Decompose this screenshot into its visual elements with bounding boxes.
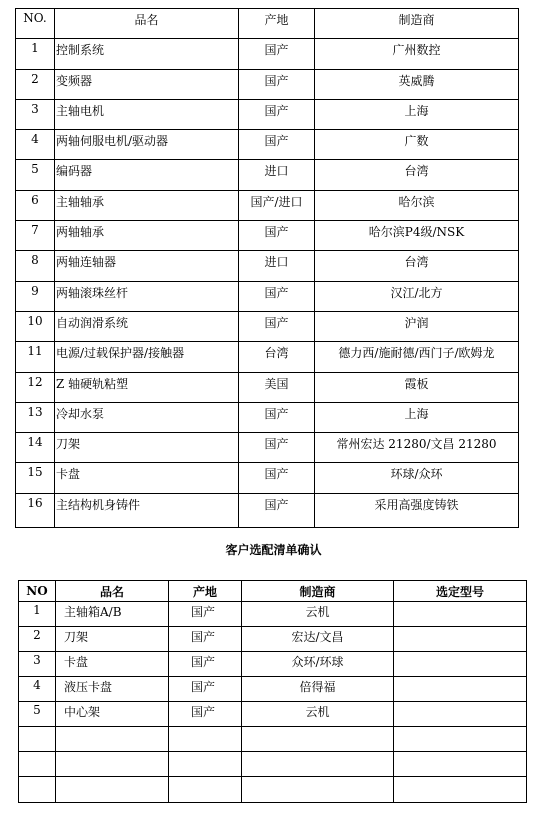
- cell-no: [19, 777, 56, 803]
- cell-origin: 进口: [239, 160, 315, 190]
- header-maker: 制造商: [315, 9, 519, 39]
- cell-name: 冷却水泵: [55, 402, 239, 432]
- cell-maker: 云机: [242, 702, 394, 727]
- cell-maker: 常州宏达 21280/文昌 21280: [315, 433, 519, 463]
- header-no: NO.: [16, 9, 55, 39]
- table-row: [16, 342, 519, 372]
- cell-selected[interactable]: [394, 677, 527, 702]
- cell-origin: 国产: [169, 602, 242, 627]
- cell-no: 11: [16, 342, 55, 372]
- cell-maker: 德力西/施耐德/西门子/欧姆龙: [315, 342, 519, 372]
- header-origin: 产地: [169, 581, 242, 602]
- cell-maker: 云机: [242, 602, 394, 627]
- cell-maker: [242, 777, 394, 803]
- cell-selected[interactable]: [394, 702, 527, 727]
- cell-no: 10: [16, 311, 55, 341]
- cell-name: 两轴轴承: [55, 221, 239, 251]
- cell-origin: [169, 752, 242, 777]
- cell-origin: 国产: [169, 677, 242, 702]
- cell-no: 7: [16, 221, 55, 251]
- component-spec-table: [15, 8, 519, 528]
- table-row: [19, 727, 527, 752]
- cell-name: 刀架: [56, 627, 169, 652]
- table-row: [16, 463, 519, 493]
- cell-name: 两轴滚珠丝杆: [55, 281, 239, 311]
- table-row: [16, 493, 519, 527]
- cell-origin: [169, 777, 242, 803]
- cell-origin: 进口: [239, 251, 315, 281]
- cell-name: 两轴伺服电机/驱动器: [55, 130, 239, 160]
- cell-origin: [169, 727, 242, 752]
- cell-maker: 霞板: [315, 372, 519, 402]
- table-row: [16, 160, 519, 190]
- cell-selected[interactable]: [394, 602, 527, 627]
- cell-name: 控制系统: [55, 39, 239, 69]
- cell-origin: 美国: [239, 372, 315, 402]
- table-row: [19, 602, 527, 627]
- cell-selected[interactable]: [394, 777, 527, 803]
- cell-selected[interactable]: [394, 627, 527, 652]
- cell-no: 4: [16, 130, 55, 160]
- cell-origin: 国产: [239, 130, 315, 160]
- cell-selected[interactable]: [394, 752, 527, 777]
- table-row: [16, 433, 519, 463]
- header-name: 品名: [55, 9, 239, 39]
- cell-maker: 英威腾: [315, 69, 519, 99]
- table-row: [19, 677, 527, 702]
- cell-name: 主轴箱A/B: [56, 602, 169, 627]
- cell-origin: 台湾: [239, 342, 315, 372]
- cell-maker: 台湾: [315, 160, 519, 190]
- cell-maker: 上海: [315, 99, 519, 129]
- cell-no: [19, 752, 56, 777]
- cell-maker: 众环/环球: [242, 652, 394, 677]
- cell-maker: 广州数控: [315, 39, 519, 69]
- cell-origin: 国产: [169, 652, 242, 677]
- cell-origin: 国产: [239, 39, 315, 69]
- section-title: 客户选配清单确认: [225, 543, 322, 557]
- table-row: [16, 372, 519, 402]
- cell-maker: 环球/众环: [315, 463, 519, 493]
- table-row: [16, 69, 519, 99]
- header-origin: 产地: [239, 9, 315, 39]
- table-row: [16, 281, 519, 311]
- cell-origin: 国产: [239, 99, 315, 129]
- cell-no: 14: [16, 433, 55, 463]
- cell-maker: 上海: [315, 402, 519, 432]
- cell-name: [56, 727, 169, 752]
- cell-name: Z 轴硬轨粘塑: [55, 372, 239, 402]
- cell-no: 13: [16, 402, 55, 432]
- cell-no: 16: [16, 493, 55, 527]
- header-no: NO: [19, 581, 56, 602]
- cell-name: 电源/过载保护器/接触器: [55, 342, 239, 372]
- cell-no: 12: [16, 372, 55, 402]
- table-row: [16, 251, 519, 281]
- cell-maker: 哈尔滨P4级/NSK: [315, 221, 519, 251]
- cell-maker: 台湾: [315, 251, 519, 281]
- table-header-row: [19, 581, 527, 602]
- cell-name: [56, 752, 169, 777]
- table-row: [16, 190, 519, 220]
- cell-no: 5: [19, 702, 56, 727]
- cell-name: 中心架: [56, 702, 169, 727]
- cell-name: 主结构机身铸件: [55, 493, 239, 527]
- table-header-row: [16, 9, 519, 39]
- header-selected-model: 选定型号: [394, 581, 527, 602]
- cell-no: [19, 727, 56, 752]
- cell-name: 刀架: [55, 433, 239, 463]
- table-row: [16, 402, 519, 432]
- table-row: [19, 777, 527, 803]
- table-row: [19, 702, 527, 727]
- header-maker: 制造商: [242, 581, 394, 602]
- customer-options-table: [18, 580, 527, 803]
- cell-no: 8: [16, 251, 55, 281]
- cell-name: 编码器: [55, 160, 239, 190]
- cell-origin: 国产/进口: [239, 190, 315, 220]
- cell-no: 5: [16, 160, 55, 190]
- cell-origin: 国产: [239, 402, 315, 432]
- cell-name: 液压卡盘: [56, 677, 169, 702]
- cell-origin: 国产: [239, 281, 315, 311]
- cell-maker: [242, 752, 394, 777]
- cell-selected[interactable]: [394, 652, 527, 677]
- cell-no: 1: [16, 39, 55, 69]
- cell-origin: 国产: [239, 311, 315, 341]
- cell-maker: 采用高强度铸铁: [315, 493, 519, 527]
- cell-no: 15: [16, 463, 55, 493]
- cell-name: 卡盘: [56, 652, 169, 677]
- cell-selected[interactable]: [394, 727, 527, 752]
- cell-no: 9: [16, 281, 55, 311]
- cell-no: 6: [16, 190, 55, 220]
- table-row: [19, 752, 527, 777]
- cell-maker: [242, 727, 394, 752]
- cell-no: 4: [19, 677, 56, 702]
- table-row: [16, 130, 519, 160]
- cell-maker: 宏达/文昌: [242, 627, 394, 652]
- cell-maker: 广数: [315, 130, 519, 160]
- cell-name: [56, 777, 169, 803]
- cell-name: 自动润滑系统: [55, 311, 239, 341]
- cell-maker: 沪润: [315, 311, 519, 341]
- table-row: [16, 221, 519, 251]
- table-row: [16, 39, 519, 69]
- cell-origin: 国产: [239, 493, 315, 527]
- cell-maker: 汉江/北方: [315, 281, 519, 311]
- cell-no: 3: [19, 652, 56, 677]
- cell-name: 主轴轴承: [55, 190, 239, 220]
- cell-maker: 倍得福: [242, 677, 394, 702]
- cell-no: 1: [19, 602, 56, 627]
- cell-name: 主轴电机: [55, 99, 239, 129]
- cell-no: 2: [16, 69, 55, 99]
- cell-no: 3: [16, 99, 55, 129]
- cell-origin: 国产: [169, 627, 242, 652]
- cell-origin: 国产: [239, 221, 315, 251]
- cell-name: 两轴连轴器: [55, 251, 239, 281]
- table-row: [16, 99, 519, 129]
- cell-origin: 国产: [239, 433, 315, 463]
- table-row: [19, 627, 527, 652]
- cell-name: 变频器: [55, 69, 239, 99]
- cell-origin: 国产: [239, 463, 315, 493]
- cell-name: 卡盘: [55, 463, 239, 493]
- table-row: [16, 311, 519, 341]
- cell-no: 2: [19, 627, 56, 652]
- header-name: 品名: [56, 581, 169, 602]
- table-row: [19, 652, 527, 677]
- cell-maker: 哈尔滨: [315, 190, 519, 220]
- cell-origin: 国产: [169, 702, 242, 727]
- cell-origin: 国产: [239, 69, 315, 99]
